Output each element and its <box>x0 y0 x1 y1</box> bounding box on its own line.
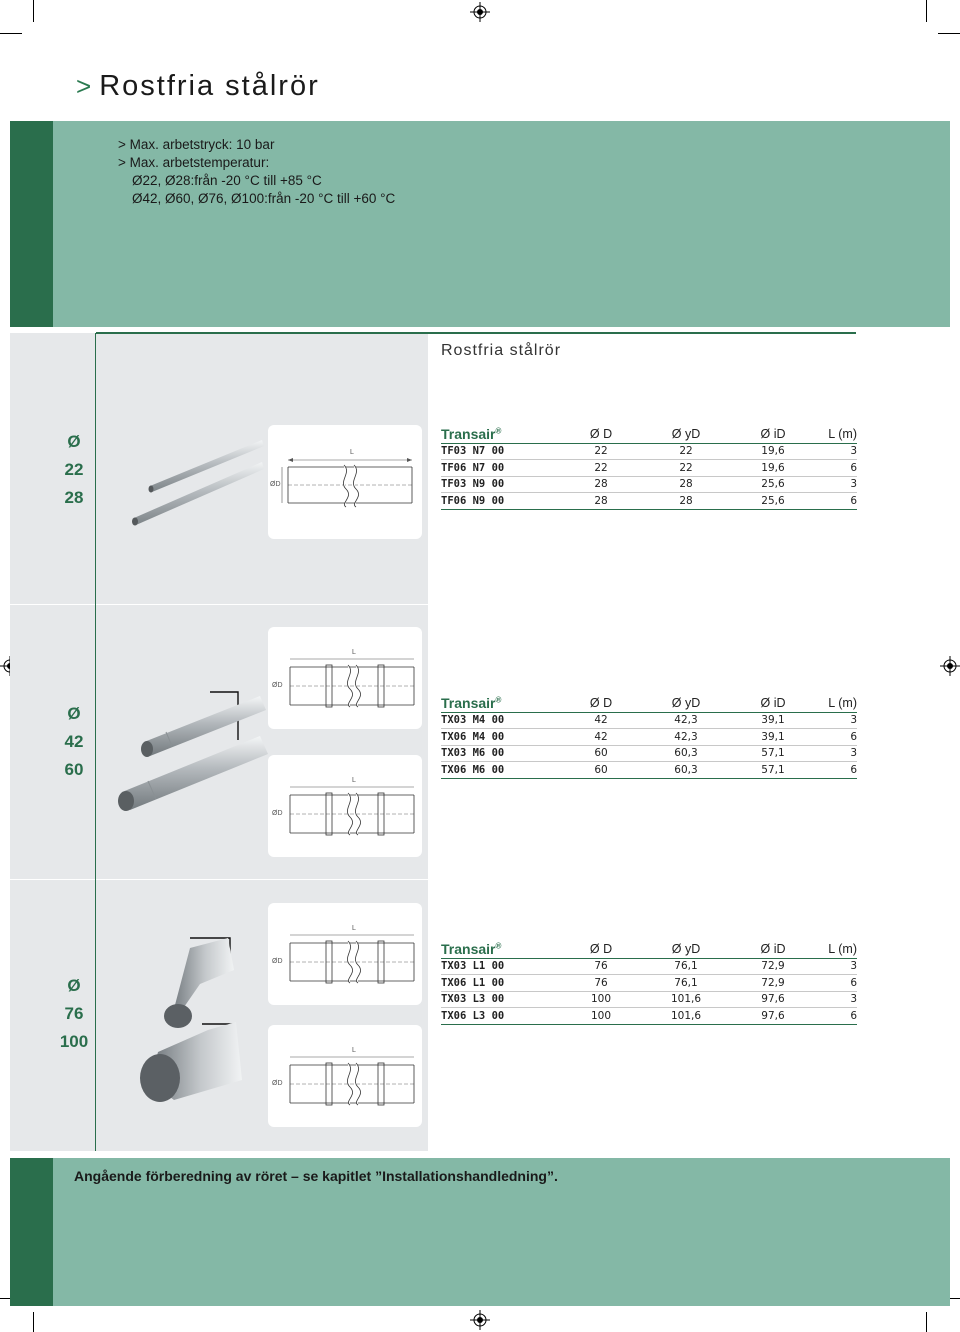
col-header: Ø iD <box>760 696 786 711</box>
table-cell: 101,6 <box>670 1009 702 1022</box>
table-cell: 57,1 <box>761 747 785 760</box>
table-row <box>441 1008 857 1025</box>
spec-line: Ø42, Ø60, Ø76, Ø100:från -20 °C till +60 °C <box>132 191 396 206</box>
table-cell: 97,6 <box>761 1009 785 1022</box>
pipe-drawing-icon <box>268 903 422 1005</box>
table-row <box>441 460 857 477</box>
pipe-photo <box>120 420 265 535</box>
table-cell: 6 <box>850 1009 857 1022</box>
drawing-length-label: L <box>352 925 356 932</box>
col-header: L (m) <box>828 942 857 957</box>
col-header: Ø D <box>589 696 613 711</box>
table-cell: 60,3 <box>674 747 698 760</box>
table-cell: 6 <box>850 730 857 743</box>
table-cell: 39,1 <box>761 730 785 743</box>
drawing-dia-label: ØD <box>272 682 283 689</box>
col-header: Ø yD <box>671 696 701 711</box>
brand-header: Transair® <box>441 695 502 712</box>
dimension-drawing <box>268 425 422 539</box>
dia-value: 100 <box>59 1032 89 1051</box>
brand-header: Transair® <box>441 426 502 443</box>
col-header: Ø yD <box>671 942 701 957</box>
ref-cell: TX03 L1 00 <box>441 960 505 973</box>
dia-value: 28 <box>64 488 84 507</box>
crop-mark <box>926 0 927 22</box>
dia-value: 76 <box>64 1004 84 1023</box>
registration-mark-icon <box>470 2 490 22</box>
crop-mark <box>33 0 34 22</box>
table-header <box>441 941 857 958</box>
table-cell: 72,9 <box>761 960 785 973</box>
table-row <box>441 712 857 729</box>
registration-mark-icon <box>470 1310 490 1330</box>
pipe-photo <box>110 680 270 830</box>
drawing-length-label: L <box>352 777 356 784</box>
table-cell: 101,6 <box>670 993 702 1006</box>
table-cell: 100 <box>590 993 612 1006</box>
brand-header: Transair® <box>441 941 502 958</box>
table-cell: 57,1 <box>761 763 785 776</box>
spec-line: > Max. arbetstryck: 10 bar <box>118 137 275 152</box>
top-rule <box>96 332 856 334</box>
table-cell: 3 <box>850 960 857 973</box>
table-cell: 3 <box>850 478 857 491</box>
ref-cell: TX03 M4 00 <box>441 714 505 727</box>
table-row <box>441 745 857 762</box>
dia-value: 60 <box>64 760 84 779</box>
table-cell: 19,6 <box>761 445 785 458</box>
table-cell: 19,6 <box>761 461 785 474</box>
spec-list <box>118 136 395 208</box>
col-header: L (m) <box>828 696 857 711</box>
table-cell: 28 <box>679 494 693 507</box>
table-cell: 76 <box>594 976 608 989</box>
drawing-dia-label: ØD <box>270 481 281 488</box>
footer-note: Angående förberedning av röret – se kapitlet ”Installationshandledning”. <box>74 1168 558 1184</box>
registration-mark-icon <box>940 656 960 676</box>
table-row <box>441 443 857 460</box>
dia-symbol: Ø <box>67 976 81 995</box>
band-strip <box>10 121 53 327</box>
col-header: Ø iD <box>760 427 786 442</box>
crop-mark <box>33 1312 34 1332</box>
table-cell: 25,6 <box>761 494 785 507</box>
dimension-drawing <box>268 755 422 857</box>
col-header: Ø D <box>589 942 613 957</box>
drawing-dia-label: ØD <box>272 958 283 965</box>
col-header: Ø D <box>589 427 613 442</box>
dimension-drawing <box>268 1025 422 1127</box>
table-cell: 22 <box>679 445 693 458</box>
product-table <box>441 695 857 779</box>
table-cell: 6 <box>850 976 857 989</box>
dimension-drawing <box>268 903 422 1005</box>
table-row <box>441 476 857 493</box>
table-cell: 6 <box>850 461 857 474</box>
table-header <box>441 695 857 712</box>
ref-cell: TF06 N9 00 <box>441 494 505 507</box>
table-cell: 22 <box>679 461 693 474</box>
dia-value: 22 <box>64 460 84 479</box>
drawing-dia-label: ØD <box>272 1080 283 1087</box>
table-cell: 39,1 <box>761 714 785 727</box>
spec-line: > Max. arbetstemperatur: <box>118 155 270 170</box>
table-row <box>441 729 857 746</box>
drawing-dia-label: ØD <box>272 810 283 817</box>
ref-cell: TX06 L1 00 <box>441 976 505 989</box>
table-header <box>441 426 857 443</box>
diameter-label <box>54 700 94 784</box>
section-title: Rostfria stålrör <box>441 342 562 359</box>
ref-cell: TX06 M4 00 <box>441 730 505 743</box>
band-strip <box>10 1158 53 1306</box>
table-cell: 42 <box>594 714 608 727</box>
table-cell: 28 <box>594 494 608 507</box>
table-cell: 25,6 <box>761 478 785 491</box>
pipe-photo <box>130 930 270 1115</box>
ref-cell: TX06 L3 00 <box>441 1009 505 1022</box>
dia-value: 42 <box>64 732 84 751</box>
table-cell: 6 <box>850 763 857 776</box>
dia-symbol: Ø <box>67 704 81 723</box>
table-cell: 6 <box>850 494 857 507</box>
crop-mark <box>938 33 960 34</box>
crop-mark <box>926 1312 927 1332</box>
page-title: > Rostfria stålrör <box>76 70 320 102</box>
pipe-drawing-icon <box>268 755 422 857</box>
table-cell: 97,6 <box>761 993 785 1006</box>
diameter-label <box>54 428 94 512</box>
footer-band <box>10 1158 950 1306</box>
table-cell: 76,1 <box>674 976 698 989</box>
drawing-length-label: L <box>350 449 354 456</box>
spec-band <box>10 121 950 327</box>
table-cell: 22 <box>594 461 608 474</box>
diameter-label <box>54 972 94 1056</box>
table-cell: 72,9 <box>761 976 785 989</box>
table-cell: 3 <box>850 714 857 727</box>
pipe-drawing-icon <box>268 627 422 729</box>
pipe-drawing-icon <box>268 425 422 539</box>
col-header: Ø iD <box>760 942 786 957</box>
dimension-drawing <box>268 627 422 729</box>
product-table <box>441 426 857 510</box>
table-cell: 60 <box>594 747 608 760</box>
spec-line: Ø22, Ø28:från -20 °C till +85 °C <box>132 173 322 188</box>
table-cell: 76,1 <box>674 960 698 973</box>
table-cell: 100 <box>590 1009 612 1022</box>
table-cell: 22 <box>594 445 608 458</box>
table-row <box>441 762 857 779</box>
table-cell: 60 <box>594 763 608 776</box>
row-divider <box>10 604 428 605</box>
table-row <box>441 958 857 975</box>
table-cell: 3 <box>850 445 857 458</box>
ref-cell: TX03 M6 00 <box>441 747 505 760</box>
ref-cell: TX06 M6 00 <box>441 763 505 776</box>
drawing-length-label: L <box>352 649 356 656</box>
table-cell: 42,3 <box>674 714 698 727</box>
table-cell: 3 <box>850 993 857 1006</box>
table-cell: 28 <box>679 478 693 491</box>
left-rule <box>95 333 96 1151</box>
ref-cell: TF06 N7 00 <box>441 461 505 474</box>
col-header: Ø yD <box>671 427 701 442</box>
table-row <box>441 991 857 1008</box>
drawing-length-label: L <box>352 1047 356 1054</box>
product-table <box>441 941 857 1025</box>
ref-cell: TF03 N9 00 <box>441 478 505 491</box>
pipe-drawing-icon <box>268 1025 422 1127</box>
table-cell: 3 <box>850 747 857 760</box>
dia-symbol: Ø <box>67 432 81 451</box>
table-cell: 76 <box>594 960 608 973</box>
table-row <box>441 975 857 992</box>
table-row <box>441 493 857 510</box>
table-cell: 42 <box>594 730 608 743</box>
crop-mark <box>0 33 22 34</box>
table-cell: 60,3 <box>674 763 698 776</box>
row-divider <box>10 879 428 880</box>
ref-cell: TF03 N7 00 <box>441 445 505 458</box>
col-header: L (m) <box>828 427 857 442</box>
table-cell: 42,3 <box>674 730 698 743</box>
table-cell: 28 <box>594 478 608 491</box>
ref-cell: TX03 L3 00 <box>441 993 505 1006</box>
